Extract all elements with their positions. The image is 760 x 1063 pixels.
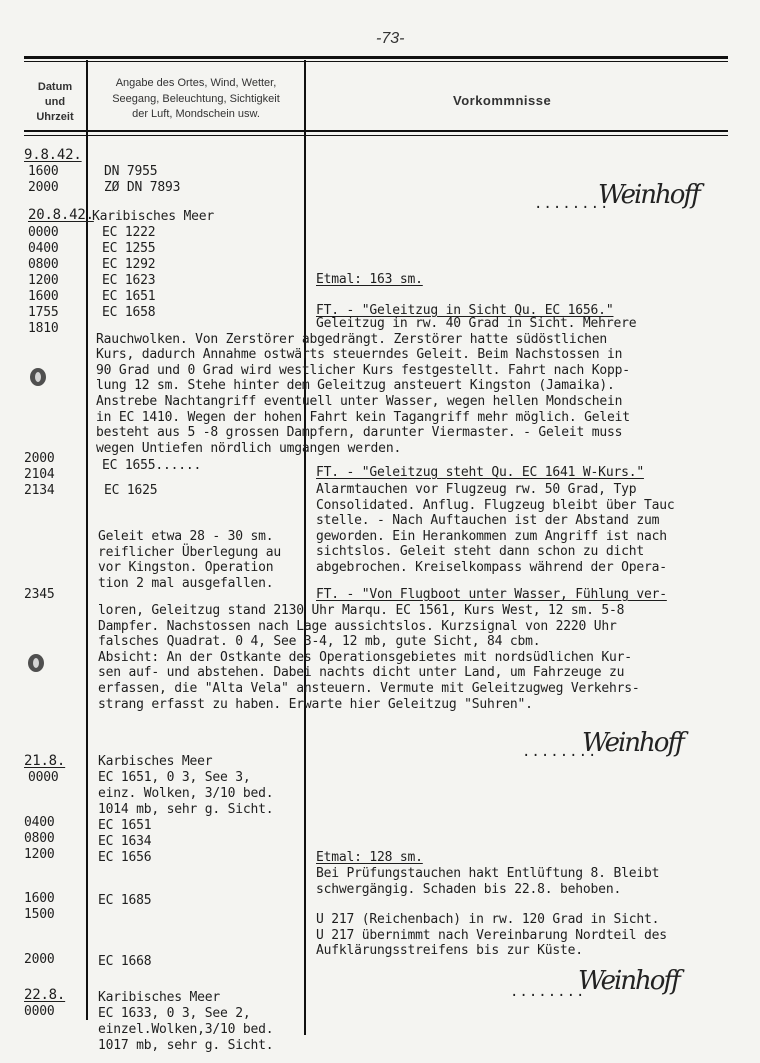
- position-entry: EC 1292: [102, 257, 156, 272]
- position-entry: EC 1656: [98, 850, 152, 865]
- time-1755: 1755: [28, 305, 59, 320]
- time-1200: 1200: [24, 847, 55, 862]
- time-2134: 2134: [24, 483, 55, 498]
- narrative-text: U 217 (Reichenbach) in rw. 120 Grad in Sicht. U 217 übernimmt nach Vereinbarung Nordteil des Aufklärungsstreifens bis zur Küste.: [316, 912, 667, 959]
- moon-phase-icon: [28, 654, 44, 672]
- time-0000: 0000: [28, 225, 59, 240]
- time-0000: 0000: [24, 1004, 55, 1019]
- time-2000: 2000: [24, 451, 55, 466]
- position-entry: EC 1658: [102, 305, 156, 320]
- header-bottom-rule-2: [24, 135, 728, 136]
- time-0400: 0400: [28, 241, 59, 256]
- header-ort: Angabe des Ortes, Wind, Wetter, Seegang, Beleuchtung, Sichtigkeit der Luft, Mondschein usw.: [112, 77, 280, 120]
- time-0800: 0800: [24, 831, 55, 846]
- sea-area: Karibisches Meer: [98, 990, 221, 1005]
- time-2104: 2104: [24, 467, 55, 482]
- time-2000: 2000: [28, 180, 59, 195]
- time-1600: 1600: [28, 289, 59, 304]
- position-entry: EC 1625: [104, 483, 158, 498]
- time-1600: 1600: [28, 164, 59, 179]
- signature: Weinhoff: [598, 180, 699, 210]
- time-1200: 1200: [28, 273, 59, 288]
- narrative-text: Geleitzug in rw. 40 Grad in Sicht. Mehrere Rauchwolken. Von Zerstörer abgedrängt. Zerstörer hatte südöstlichen Kurs, dadurch Annahme ostwärts steuerndes Geleit. Beim Nachstossen in 90 Grad und 0 Grad wird westlicher Kurs festgestellt. Fahrt nach Kopp- lung 12 sm. Stehe hinter dem Geleitzug ansteuert Kingston (Jamaika). Anstrebe Nachtangriff eventuell unter Wasser, wegen hellen Mondschein in EC 1410. Wegen der hohen Fahrt kein Tagangriff mehr möglich. Geleit besteht aus 5 -8 grossen Dampfern, darunter Viermaster. - Geleit muss wegen Untiefen nördlich umgangen werden.: [96, 316, 637, 456]
- column-divider-2: [304, 60, 306, 1035]
- position-weather: 1017 mb, sehr g. Sicht.: [98, 1038, 274, 1053]
- time-1500: 1500: [24, 907, 55, 922]
- header-vorkommnisse: Vorkommnisse: [453, 93, 552, 108]
- moon-phase-icon: [30, 368, 46, 386]
- position-entry: EC 1651: [102, 289, 156, 304]
- time-0800: 0800: [28, 257, 59, 272]
- position-entry: EC 1222: [102, 225, 156, 240]
- position-weather: EC 1651, 0 3, See 3,: [98, 770, 251, 785]
- time-0000: 0000: [28, 770, 59, 785]
- radio-message: FT. - "Geleitzug in Sicht Qu. EC 1656.": [316, 303, 614, 318]
- position-entry: EC 1623: [102, 273, 156, 288]
- time-2345: 2345: [24, 587, 55, 602]
- position-weather: EC 1633, 0 3, See 2,: [98, 1006, 251, 1021]
- signature-dots: ........: [522, 744, 598, 760]
- top-double-rule-1: [24, 56, 728, 59]
- signature-dots: ........: [510, 984, 586, 1000]
- date-9-8-42: 9.8.42.: [24, 147, 82, 163]
- position-entry: EC 1655......: [102, 458, 202, 473]
- position-entry: EC 1685: [98, 893, 152, 908]
- date-22-8: 22.8.: [24, 987, 66, 1003]
- date-21-8: 21.8.: [24, 753, 66, 769]
- position-weather: einz. Wolken, 3/10 bed.: [98, 786, 274, 801]
- header-datum: Datum und Uhrzeit: [36, 81, 74, 123]
- position-weather: einzel.Wolken,3/10 bed.: [98, 1022, 274, 1037]
- sea-area: Karibisches Meer: [92, 209, 215, 224]
- radio-message: FT. - "Geleitzug steht Qu. EC 1641 W-Kurs.": [316, 465, 644, 480]
- position-entry: DN 7955: [104, 164, 158, 179]
- date-20-8-42: 20.8.42.: [28, 207, 94, 223]
- time-0400: 0400: [24, 815, 55, 830]
- position-weather: 1014 mb, sehr g. Sicht.: [98, 802, 274, 817]
- radio-message: FT. - "Von Flugboot unter Wasser, Fühlung ver-: [316, 587, 667, 602]
- position-entry: ZØ DN 7893: [104, 180, 181, 195]
- page-number: -73-: [376, 30, 405, 47]
- position-entry: EC 1634: [98, 834, 152, 849]
- position-entry: EC 1651: [98, 818, 152, 833]
- position-entry: EC 1668: [98, 954, 152, 969]
- etmal-entry: Etmal: 128 sm.: [316, 850, 423, 865]
- narrative-text: Geleit etwa 28 - 30 sm. reiflicher Überlegung au vor Kingston. Operation tion 2 mal ausgefallen.: [98, 529, 282, 591]
- narrative-text: loren, Geleitzug stand 2130 Uhr Marqu. EC 1561, Kurs West, 12 sm. 5-8 Dampfer. Nachstossen nach Lage aussichtslos. Kurzsignal von 2220 Uhr falsches Quadrat. 0 4, See 3-4, 12 mb, gute Sicht, 84 cbm. Absicht: An der Ostkante des Operationsgebietes mit nordsüdlichen Kur- sen auf- und abstehen. Dabei nachts dicht unter Land, um Fahrzeuge zu erfassen, die "Alta Vela" ansteuern. Vermute mit Geleitzugweg Verkehrs- strang erfasst zu haben. Erwarte hier Geleitzug "Suhren".: [98, 603, 640, 712]
- time-2000: 2000: [24, 952, 55, 967]
- signature-dots: ........: [534, 196, 610, 212]
- position-entry: EC 1255: [102, 241, 156, 256]
- time-1600: 1600: [24, 891, 55, 906]
- narrative-text: Alarmtauchen vor Flugzeug rw. 50 Grad, Typ Consolidated. Anflug. Flugzeug bleibt über Tauc stelle. - Nach Auftauchen ist der Abstand zum geworden. Ein Herankommen zum Angriff ist nach sichtslos. Geleit steht dann schon zu dicht abgebrochen. Kreiselkompass während der Opera-: [316, 482, 675, 575]
- column-divider-1: [86, 60, 88, 1020]
- top-double-rule-2: [24, 61, 728, 62]
- narrative-text: Bei Prüfungstauchen hakt Entlüftung 8. Bleibt schwergängig. Schaden bis 22.8. behoben.: [316, 866, 660, 897]
- signature: Weinhoff: [578, 966, 679, 996]
- header-bottom-rule-1: [24, 130, 728, 132]
- time-1810: 1810: [28, 321, 59, 336]
- etmal-entry: Etmal: 163 sm.: [316, 272, 423, 287]
- signature: Weinhoff: [582, 728, 683, 758]
- sea-area: Karbisches Meer: [98, 754, 213, 769]
